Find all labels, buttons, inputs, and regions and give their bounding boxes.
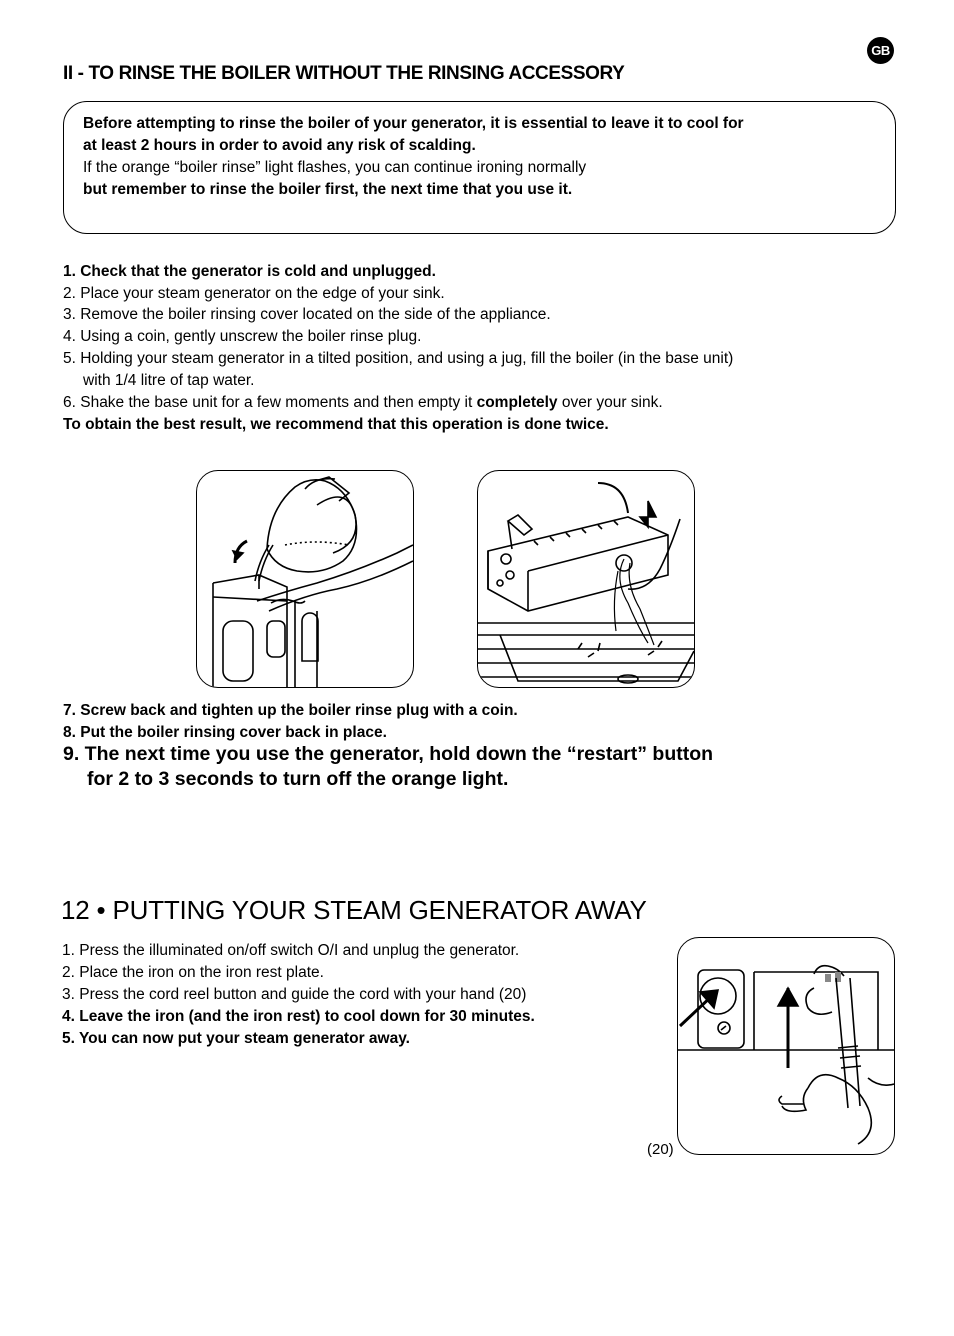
section-heading-putting-away: 12 • PUTTING YOUR STEAM GENERATOR AWAY bbox=[61, 895, 647, 925]
section-heading-rinse: II - TO RINSE THE BOILER WITHOUT THE RINSING ACCESSORY bbox=[63, 63, 625, 84]
step-1: 1. Check that the generator is cold and unplugged. bbox=[63, 263, 436, 280]
figure-20-caption: (20) bbox=[647, 1141, 674, 1158]
warning-line-2: at least 2 hours in order to avoid any risk of scalding. bbox=[83, 137, 476, 154]
putaway-step-5: 5. You can now put your steam generator away. bbox=[62, 1030, 410, 1047]
cord-reel-illustration bbox=[677, 937, 895, 1155]
step-3: 3. Remove the boiler rinsing cover located on the side of the appliance. bbox=[63, 306, 551, 323]
step-5: 5. Holding your steam generator in a tilted position, and using a jug, fill the boiler (in the base unit) bbox=[63, 350, 734, 367]
putaway-step-1: 1. Press the illuminated on/off switch O/I and unplug the generator. bbox=[62, 942, 520, 959]
step-7: 7. Screw back and tighten up the boiler rinse plug with a coin. bbox=[63, 702, 518, 719]
warning-line-1: Before attempting to rinse the boiler of your generator, it is essential to leave it to cool for bbox=[83, 115, 744, 132]
recommendation: To obtain the best result, we recommend that this operation is done twice. bbox=[63, 416, 609, 433]
empty-boiler-illustration bbox=[477, 470, 695, 688]
step-5-cont: with 1/4 litre of tap water. bbox=[83, 372, 255, 389]
step-9-line-2: for 2 to 3 seconds to turn off the orange light. bbox=[87, 768, 509, 790]
putaway-step-2: 2. Place the iron on the iron rest plate. bbox=[62, 964, 324, 981]
step-2: 2. Place your steam generator on the edge of your sink. bbox=[63, 285, 445, 302]
step-6: 6. Shake the base unit for a few moments and then empty it completely over your sink. bbox=[63, 394, 663, 411]
step-8: 8. Put the boiler rinsing cover back in place. bbox=[63, 724, 387, 741]
language-badge: GB bbox=[867, 37, 894, 64]
step-4: 4. Using a coin, gently unscrew the boiler rinse plug. bbox=[63, 328, 422, 345]
step-9-line-1: 9. The next time you use the generator, hold down the “restart” button bbox=[63, 743, 714, 765]
warning-line-3: If the orange “boiler rinse” light flashes, you can continue ironing normally bbox=[83, 159, 587, 176]
warning-line-4: but remember to rinse the boiler first, the next time that you use it. bbox=[83, 181, 573, 198]
putaway-step-3: 3. Press the cord reel button and guide the cord with your hand (20) bbox=[62, 986, 527, 1003]
putaway-step-4: 4. Leave the iron (and the iron rest) to cool down for 30 minutes. bbox=[62, 1008, 535, 1025]
fill-boiler-illustration bbox=[196, 470, 414, 688]
